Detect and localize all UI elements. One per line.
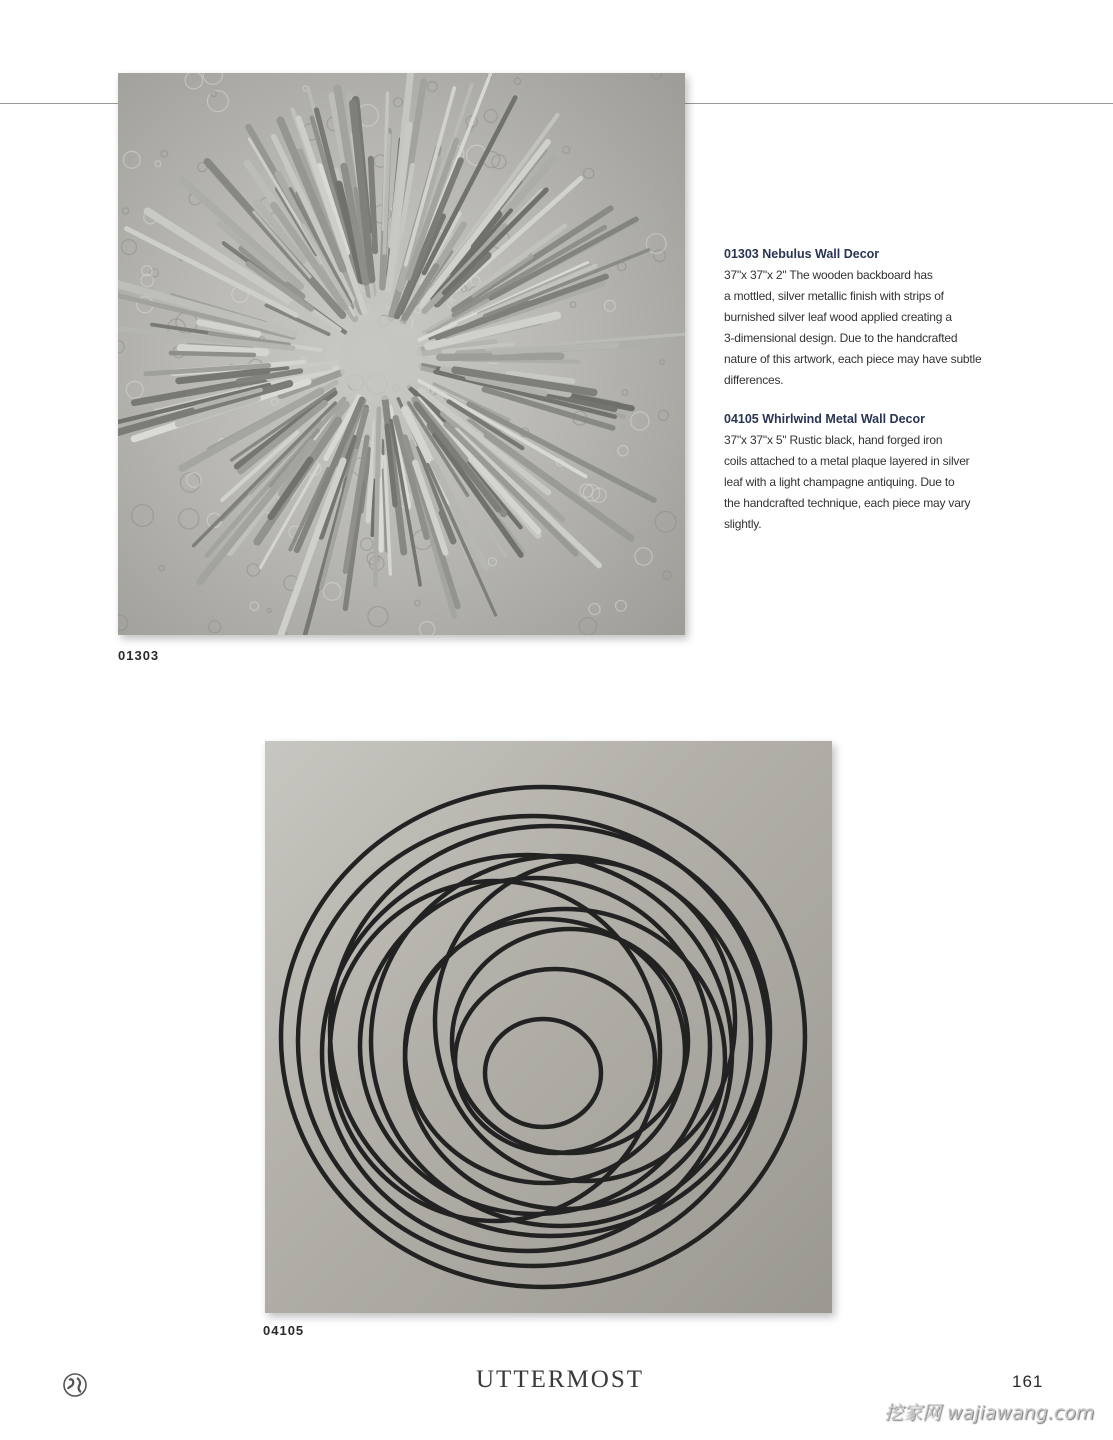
image-caption-01303: 01303 <box>118 648 160 663</box>
mottled-spot <box>604 300 615 311</box>
mottled-spot <box>361 538 373 550</box>
mottled-spot <box>118 341 124 353</box>
mottled-spot <box>663 571 671 579</box>
mottled-spot <box>126 381 143 398</box>
silver-strip <box>200 443 312 582</box>
description-line: differences. <box>724 373 784 387</box>
mottled-spot <box>655 512 676 533</box>
mottled-spot <box>563 146 570 153</box>
mottled-spot <box>488 558 496 566</box>
mottled-spot <box>660 360 665 365</box>
mottled-spot <box>579 618 597 636</box>
product-description-04105 <box>724 409 1029 535</box>
description-line: nature of this artwork, each piece may have subtle <box>724 352 982 366</box>
mottled-spot <box>584 168 594 178</box>
mottled-spot <box>179 509 199 529</box>
page-number: 161 <box>1012 1372 1044 1391</box>
mottled-spot <box>159 566 164 571</box>
mottled-spot <box>180 473 199 492</box>
mottled-spot <box>121 240 136 255</box>
whirlwind-wall-decor-image <box>265 741 832 1313</box>
silver-strip <box>491 219 636 298</box>
silver-strip <box>171 353 254 355</box>
mottled-spot <box>654 250 666 262</box>
mottled-spot <box>123 151 140 168</box>
description-line: 37"x 37"x 5" Rustic black, hand forged iron <box>724 433 943 447</box>
mottled-spot <box>161 151 168 158</box>
mottled-spot <box>631 412 649 430</box>
mottled-spot <box>570 302 576 308</box>
nebulus-wall-decor-image <box>118 73 685 635</box>
mottled-spot <box>415 600 421 606</box>
watermark-text: 挖家网 wajiawang.com <box>884 1402 1095 1424</box>
brand-name: UTTERMOST <box>476 1366 644 1393</box>
mottled-spot <box>658 410 668 420</box>
mottled-spot <box>616 600 627 611</box>
description-line: burnished silver leaf wood applied creating a <box>724 310 952 324</box>
mottled-spot <box>132 505 154 527</box>
mottled-spot <box>209 621 221 633</box>
nebulus-artwork-drawing <box>118 73 685 635</box>
mottled-spot <box>118 615 128 630</box>
globe-icon <box>62 1372 88 1398</box>
mottled-spot <box>203 73 222 84</box>
description-line: slightly. <box>724 517 762 531</box>
product-description-01303 <box>724 244 1029 391</box>
mottled-spot <box>323 583 341 601</box>
description-line: leaf with a light champagne antiquing. Due to <box>724 475 955 489</box>
silver-strip <box>371 159 375 252</box>
mottled-spot <box>428 82 438 92</box>
description-line: 3-dimensional design. Due to the handcrafted <box>724 331 958 345</box>
mottled-spot <box>589 604 600 615</box>
mottled-spot <box>185 73 202 89</box>
mottled-spot <box>155 161 161 167</box>
mottled-spot <box>514 78 520 84</box>
product-heading: 01303 Nebulus Wall Decor <box>724 247 880 261</box>
description-line: a mottled, silver metallic finish with strips of <box>724 289 944 303</box>
iron-coil <box>330 881 660 1221</box>
mottled-spot <box>622 390 628 396</box>
description-line: 37"x 37"x 2" The wooden backboard has <box>724 268 933 282</box>
mottled-spot <box>368 607 388 627</box>
mottled-spot <box>652 73 662 79</box>
mottled-spot <box>394 98 403 107</box>
description-line: coils attached to a metal plaque layered in silver <box>724 454 970 468</box>
mottled-spot <box>635 548 652 565</box>
mottled-spot <box>123 208 129 214</box>
silver-strip <box>440 356 561 357</box>
mottled-spot <box>267 608 271 612</box>
mottled-spot <box>484 110 497 123</box>
mottled-spot <box>419 622 434 635</box>
description-line: the handcrafted technique, each piece may vary <box>724 496 971 510</box>
whirlwind-artwork-drawing <box>265 741 832 1313</box>
product-heading: 04105 Whirlwind Metal Wall Decor <box>724 412 925 426</box>
iron-coil <box>485 1019 601 1127</box>
center-hub <box>338 316 422 400</box>
mottled-spot <box>250 602 258 610</box>
mottled-spot <box>618 446 628 456</box>
mottled-spot <box>272 399 278 405</box>
image-caption-04105: 04105 <box>263 1323 305 1338</box>
mottled-spot <box>247 564 259 576</box>
